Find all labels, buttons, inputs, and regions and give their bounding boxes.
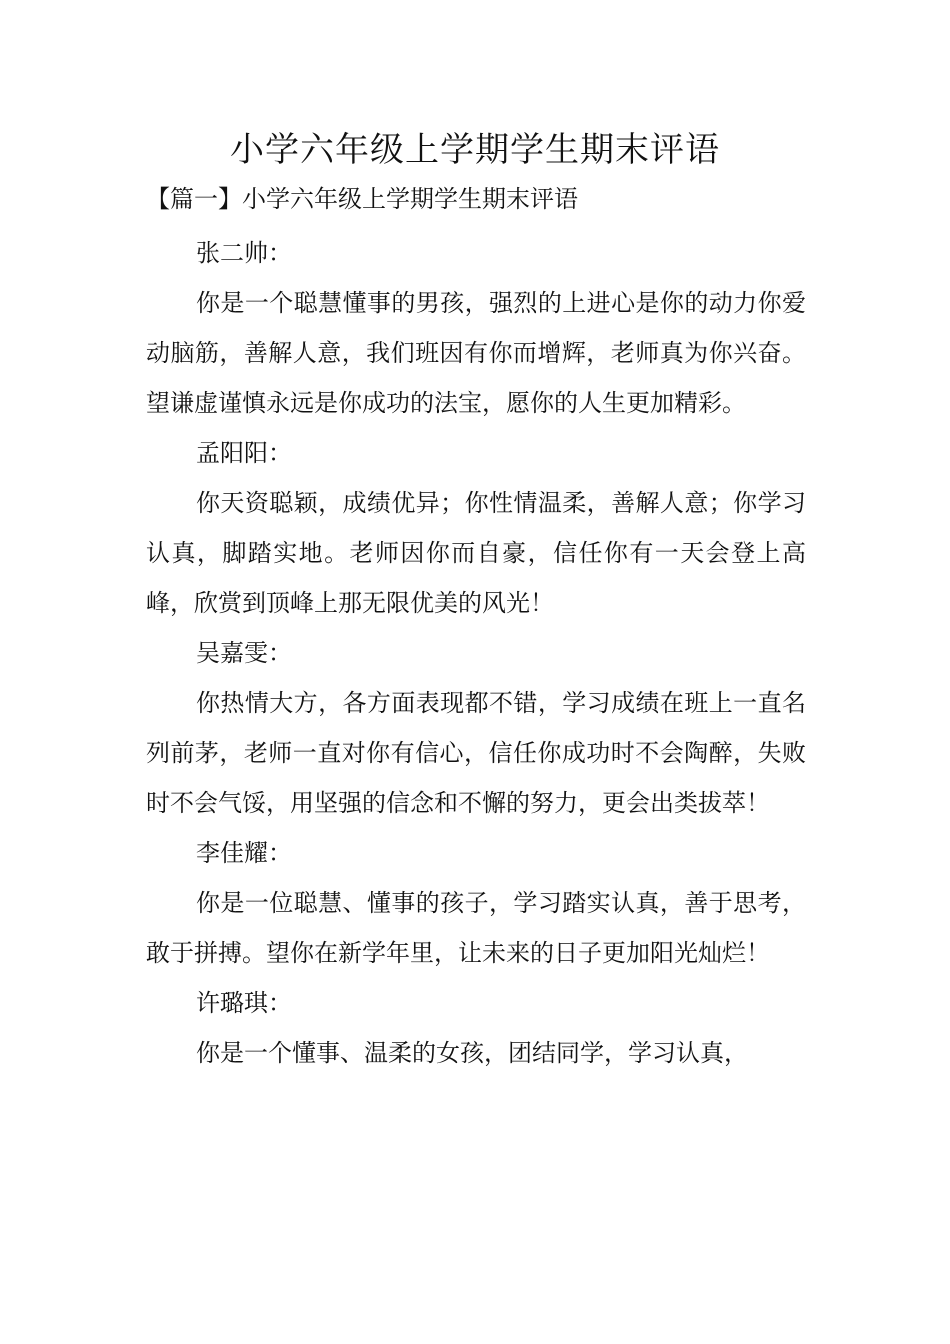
comments-body: [146, 228, 806, 1078]
student-comment-3: 你热情大方，各方面表现都不错，学习成绩在班上一直名列前茅，老师一直对你有信心，信任你成功时不会陶醉，失败时不会气馁，用坚强的信念和不懈的努力，更会出类拔萃！: [146, 689, 806, 817]
student-comment-5: 你是一个懂事、温柔的女孩，团结同学，学习认真，: [196, 1039, 748, 1067]
student-name-3: 吴嘉雯：: [196, 639, 292, 667]
student-name-4: 李佳耀：: [196, 839, 292, 867]
student-name-5: 许璐琪：: [196, 989, 292, 1017]
section-heading: 【篇一】小学六年级上学期学生期末评语: [146, 185, 578, 213]
student-name-1: 张二帅：: [196, 239, 292, 267]
student-comment-2: 你天资聪颖，成绩优异；你性情温柔，善解人意；你学习认真，脚踏实地。老师因你而自豪，信任你有一天会登上高峰，欣赏到顶峰上那无限优美的风光！: [146, 489, 806, 617]
student-name-2: 孟阳阳：: [196, 439, 292, 467]
student-comment-4: 你是一位聪慧、懂事的孩子，学习踏实认真，善于思考，敢于拼搏。望你在新学年里，让未来的日子更加阳光灿烂！: [146, 889, 806, 967]
document-title: 小学六年级上学期学生期末评语: [230, 130, 720, 170]
student-comment-1: 你是一个聪慧懂事的男孩，强烈的上进心是你的动力你爱动脑筋，善解人意，我们班因有你而增辉，老师真为你兴奋。望谦虚谨慎永远是你成功的法宝，愿你的人生更加精彩。: [146, 289, 806, 417]
